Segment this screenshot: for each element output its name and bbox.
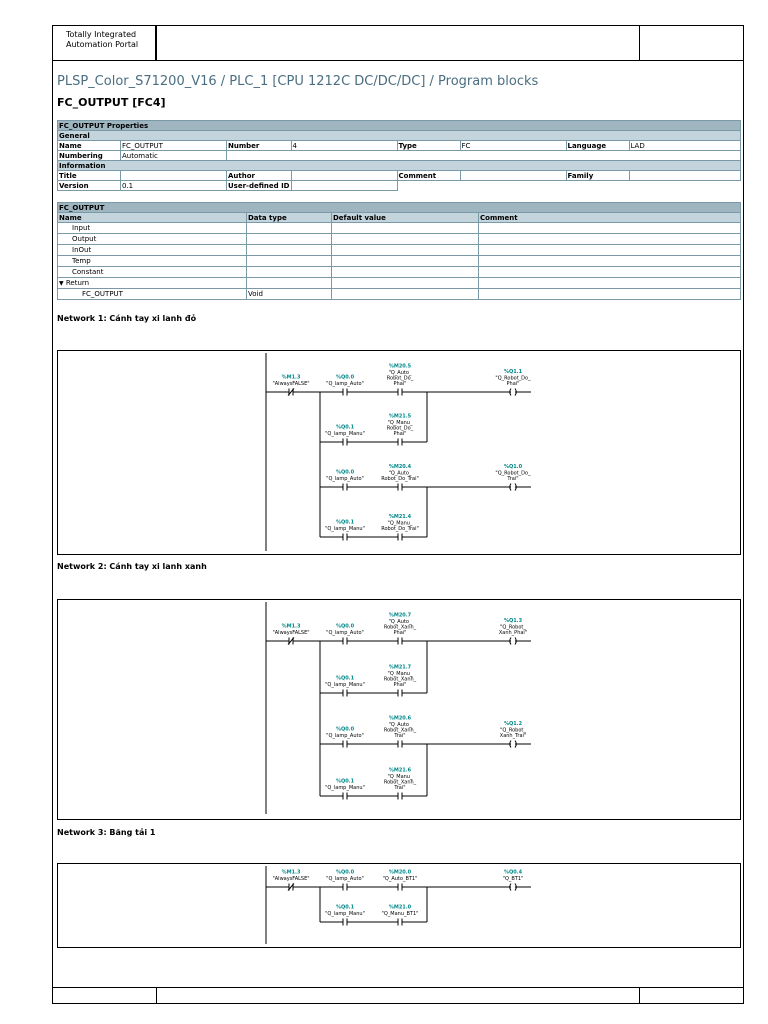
contact-%Q0.0 [340,741,350,748]
interface-row-input: Input [58,223,247,234]
interface-row-temp: Temp [58,256,247,267]
coil-%Q1.3 [508,638,518,645]
contact-%Q0.0-address: %Q0.0 [335,469,355,476]
contact-%M20.5-tag: Phai" [393,381,407,387]
contact-%Q0.1-address: %Q0.1 [335,904,355,911]
version-label: Version [58,181,121,191]
contact-%Q0.1-tag: "Q_lamp_Manu" [325,526,365,532]
page-title: PLSP_Color_S71200_V16 / PLC_1 [CPU 1212C DC/DC/DC] / Program blocks [57,74,539,89]
name-value: FC_OUTPUT [121,141,227,151]
information-heading: Information [58,161,741,171]
header-divider [639,26,640,60]
contact-%M21.7-tag: Phai" [393,682,407,688]
contact-%M21.0-tag: "Q_Manu_BT1" [381,911,419,917]
return-name: FC_OUTPUT [58,289,247,300]
contact-%M21.6 [395,793,405,800]
network-1-box [57,350,741,555]
contact-%Q0.1 [340,793,350,800]
userid-label: User-defined ID [228,181,290,190]
contact-%M21.5-tag: "Q_Manu_ [387,420,413,426]
contact-%M21.6-address: %M21.6 [388,767,412,774]
contact-%Q0.1 [340,919,350,926]
contact-%Q0.0-tag: "Q_lamp_Auto" [326,476,364,482]
interface-row-constant: Constant [58,267,247,278]
contact-%M20.7-address: %M20.7 [388,612,412,619]
nc-contact-address: %M1.3 [281,374,301,381]
network-1-title: Network 1: Cánh tay xi lanh đỏ [57,314,197,323]
contact-%M20.7 [395,638,405,645]
coil-%Q1.3-tag: Xanh_Phai" [498,630,528,636]
contact-%Q0.1-address: %Q0.1 [335,519,355,526]
nc-contact-tag: "AlwaysFALSE" [272,876,310,882]
title-label: Title [58,171,121,181]
numbering-label: Numbering [58,151,121,161]
contact-%M20.0-address: %M20.0 [388,869,412,876]
triangle-down-icon: ▼ [59,279,64,287]
type-value: FC [460,141,566,151]
network-3-title: Network 3: Băng tải 1 [57,828,156,837]
page-header [52,25,744,61]
col-default: Default value [332,213,479,223]
contact-%M21.5-tag: Phai" [393,431,407,437]
contact-%M20.5-tag: Robot_Do_ [386,375,414,382]
contact-%M21.4 [395,534,405,541]
contact-%M20.7-tag: Phai" [393,630,407,636]
coil-%Q1.0-tag: Trai" [507,476,519,482]
interface-row-return[interactable]: ▼ Return [58,278,247,289]
coil-%Q0.4 [508,884,518,891]
return-type: Void [247,289,332,300]
col-name: Name [58,213,247,223]
contact-%M20.5-tag: "Q_Auto_ [388,370,412,376]
contact-%Q0.0-address: %Q0.0 [335,623,355,630]
author-label: Author [227,171,292,181]
coil-%Q1.0-tag: "Q_Robot_Do_ [495,470,531,477]
contact-%Q0.0 [340,884,350,891]
contact-%M21.5-address: %M21.5 [388,413,412,420]
contact-%Q0.0-tag: "Q_lamp_Auto" [326,381,364,387]
coil-%Q1.1-tag: "Q_Robot_Do_ [495,375,531,382]
contact-%Q0.0 [340,638,350,645]
network-3-diagram [58,864,742,949]
network-3-box [57,863,741,948]
numbering-value: Automatic [121,151,227,161]
contact-%M20.6-tag: Trai" [394,733,406,739]
contact-%M21.5 [395,439,405,446]
name-label: Name [58,141,121,151]
contact-%Q0.1 [340,690,350,697]
contact-%Q0.0-address: %Q0.0 [335,374,355,381]
coil-%Q0.4-tag: "Q_BT1" [502,876,524,882]
language-label: Language [566,141,629,151]
interface-row-inout: InOut [58,245,247,256]
portal-label [53,26,156,60]
coil-%Q1.1 [508,389,518,396]
contact-%M20.6-tag: Robot_Xanh_ [383,727,417,734]
coil-%Q1.3-address: %Q1.3 [503,618,523,624]
coil-%Q1.0 [508,484,518,491]
contact-%M21.6-tag: "Q_Manu_ [387,774,413,780]
contact-%Q0.0-tag: "Q_lamp_Auto" [326,630,364,636]
interface-row-output: Output [58,234,247,245]
network-2-title: Network 2: Cánh tay xi lanh xanh [57,562,207,571]
contact-%M20.7-tag: "Q_Auto_ [388,619,412,625]
portal-line-1: Totally Integrated [66,30,137,39]
contact-%M20.5 [395,389,405,396]
contact-%M20.4-address: %M20.4 [388,464,412,470]
contact-%M21.4-tag: Robot_Do_Trai" [381,526,419,532]
coil-%Q1.1-tag: Phai" [506,381,520,387]
contact-%M20.6 [395,741,405,748]
nc-contact [286,638,296,645]
nc-contact [286,389,296,396]
contact-%M20.6-address: %M20.6 [388,715,412,722]
contact-%Q0.1-address: %Q0.1 [335,424,355,431]
contact-%M21.7-tag: "Q_Manu_ [387,671,413,677]
portal-line-2: Automation Portal [66,40,139,49]
contact-%M20.6-tag: "Q_Auto_ [388,722,412,728]
nc-contact-tag: "AlwaysFALSE" [272,381,310,387]
col-datatype: Data type [247,213,332,223]
contact-%Q0.0 [340,389,350,396]
contact-%M20.5-address: %M20.5 [388,363,412,370]
contact-%M20.7-tag: Robot_Xanh_ [383,624,417,631]
header-divider [156,26,157,60]
network-1-diagram [58,351,742,556]
family-label: Family [566,171,629,181]
general-heading: General [58,131,741,141]
coil-%Q1.3-tag: "Q_Robot_ [500,624,526,631]
interface-table [57,202,741,300]
language-value: LAD [629,141,741,151]
contact-%Q0.1-address: %Q0.1 [335,778,355,785]
contact-%M20.4 [395,484,405,491]
contact-%M21.0-address: %M21.0 [388,904,412,911]
contact-%M21.7-address: %M21.7 [388,664,412,671]
footer-divider [639,988,640,1003]
coil-%Q1.2 [508,741,518,748]
properties-heading: FC_OUTPUT Properties [58,121,741,131]
number-label: Number [227,141,292,151]
contact-%M21.6-tag: Trai" [394,785,406,791]
contact-%M21.4-address: %M21.4 [388,514,412,520]
contact-%M20.4-tag: Robot_Do_Trai" [381,476,419,482]
version-value: 0.1 [121,181,227,191]
contact-%M21.0 [395,919,405,926]
contact-%Q0.0 [340,484,350,491]
coil-%Q1.2-address: %Q1.2 [503,721,523,727]
comment-label: Comment [397,171,460,181]
contact-%Q0.0-address: %Q0.0 [335,726,355,733]
coil-%Q1.2-tag: "Q_Robot_ [500,727,526,734]
contact-%M20.0 [395,884,405,891]
contact-%M21.7 [395,690,405,697]
nc-contact-tag: "AlwaysFALSE" [272,630,310,636]
contact-%M21.4-tag: "Q_Manu_ [387,520,413,527]
contact-%Q0.1-tag: "Q_lamp_Manu" [325,911,365,917]
page-footer [52,987,744,1004]
contact-%Q0.1-tag: "Q_lamp_Manu" [325,431,365,437]
network-2-diagram [58,600,742,821]
col-comment: Comment [479,213,741,223]
nc-contact [286,884,296,891]
contact-%Q0.1-address: %Q0.1 [335,675,355,682]
type-label: Type [397,141,460,151]
contact-%M20.0-tag: "Q_Auto_BT1" [382,876,418,882]
contact-%M20.4-tag: "Q_Auto_ [388,470,412,477]
properties-table [57,120,741,191]
number-value: 4 [291,141,397,151]
contact-%Q0.1 [340,534,350,541]
footer-divider [156,988,157,1003]
network-2-box [57,599,741,820]
contact-%M21.7-tag: Robot_Xanh_ [383,676,417,683]
contact-%Q0.1-tag: "Q_lamp_Manu" [325,682,365,688]
coil-%Q1.0-address: %Q1.0 [503,464,523,470]
nc-contact-address: %M1.3 [281,869,301,876]
contact-%M21.5-tag: Robot_Do_ [386,425,414,432]
contact-%Q0.0-tag: "Q_lamp_Auto" [326,876,364,882]
interface-heading: FC_OUTPUT [58,203,741,213]
contact-%Q0.1-tag: "Q_lamp_Manu" [325,785,365,791]
contact-%Q0.0-tag: "Q_lamp_Auto" [326,733,364,739]
nc-contact-address: %M1.3 [281,623,301,630]
contact-%Q0.0-address: %Q0.0 [335,869,355,876]
block-title: FC_OUTPUT [FC4] [57,96,166,109]
contact-%Q0.1 [340,439,350,446]
contact-%M21.6-tag: Robot_Xanh_ [383,779,417,786]
coil-%Q1.1-address: %Q1.1 [503,369,523,375]
coil-%Q1.2-tag: Xanh_Trai" [499,733,527,739]
coil-%Q0.4-address: %Q0.4 [503,869,523,876]
